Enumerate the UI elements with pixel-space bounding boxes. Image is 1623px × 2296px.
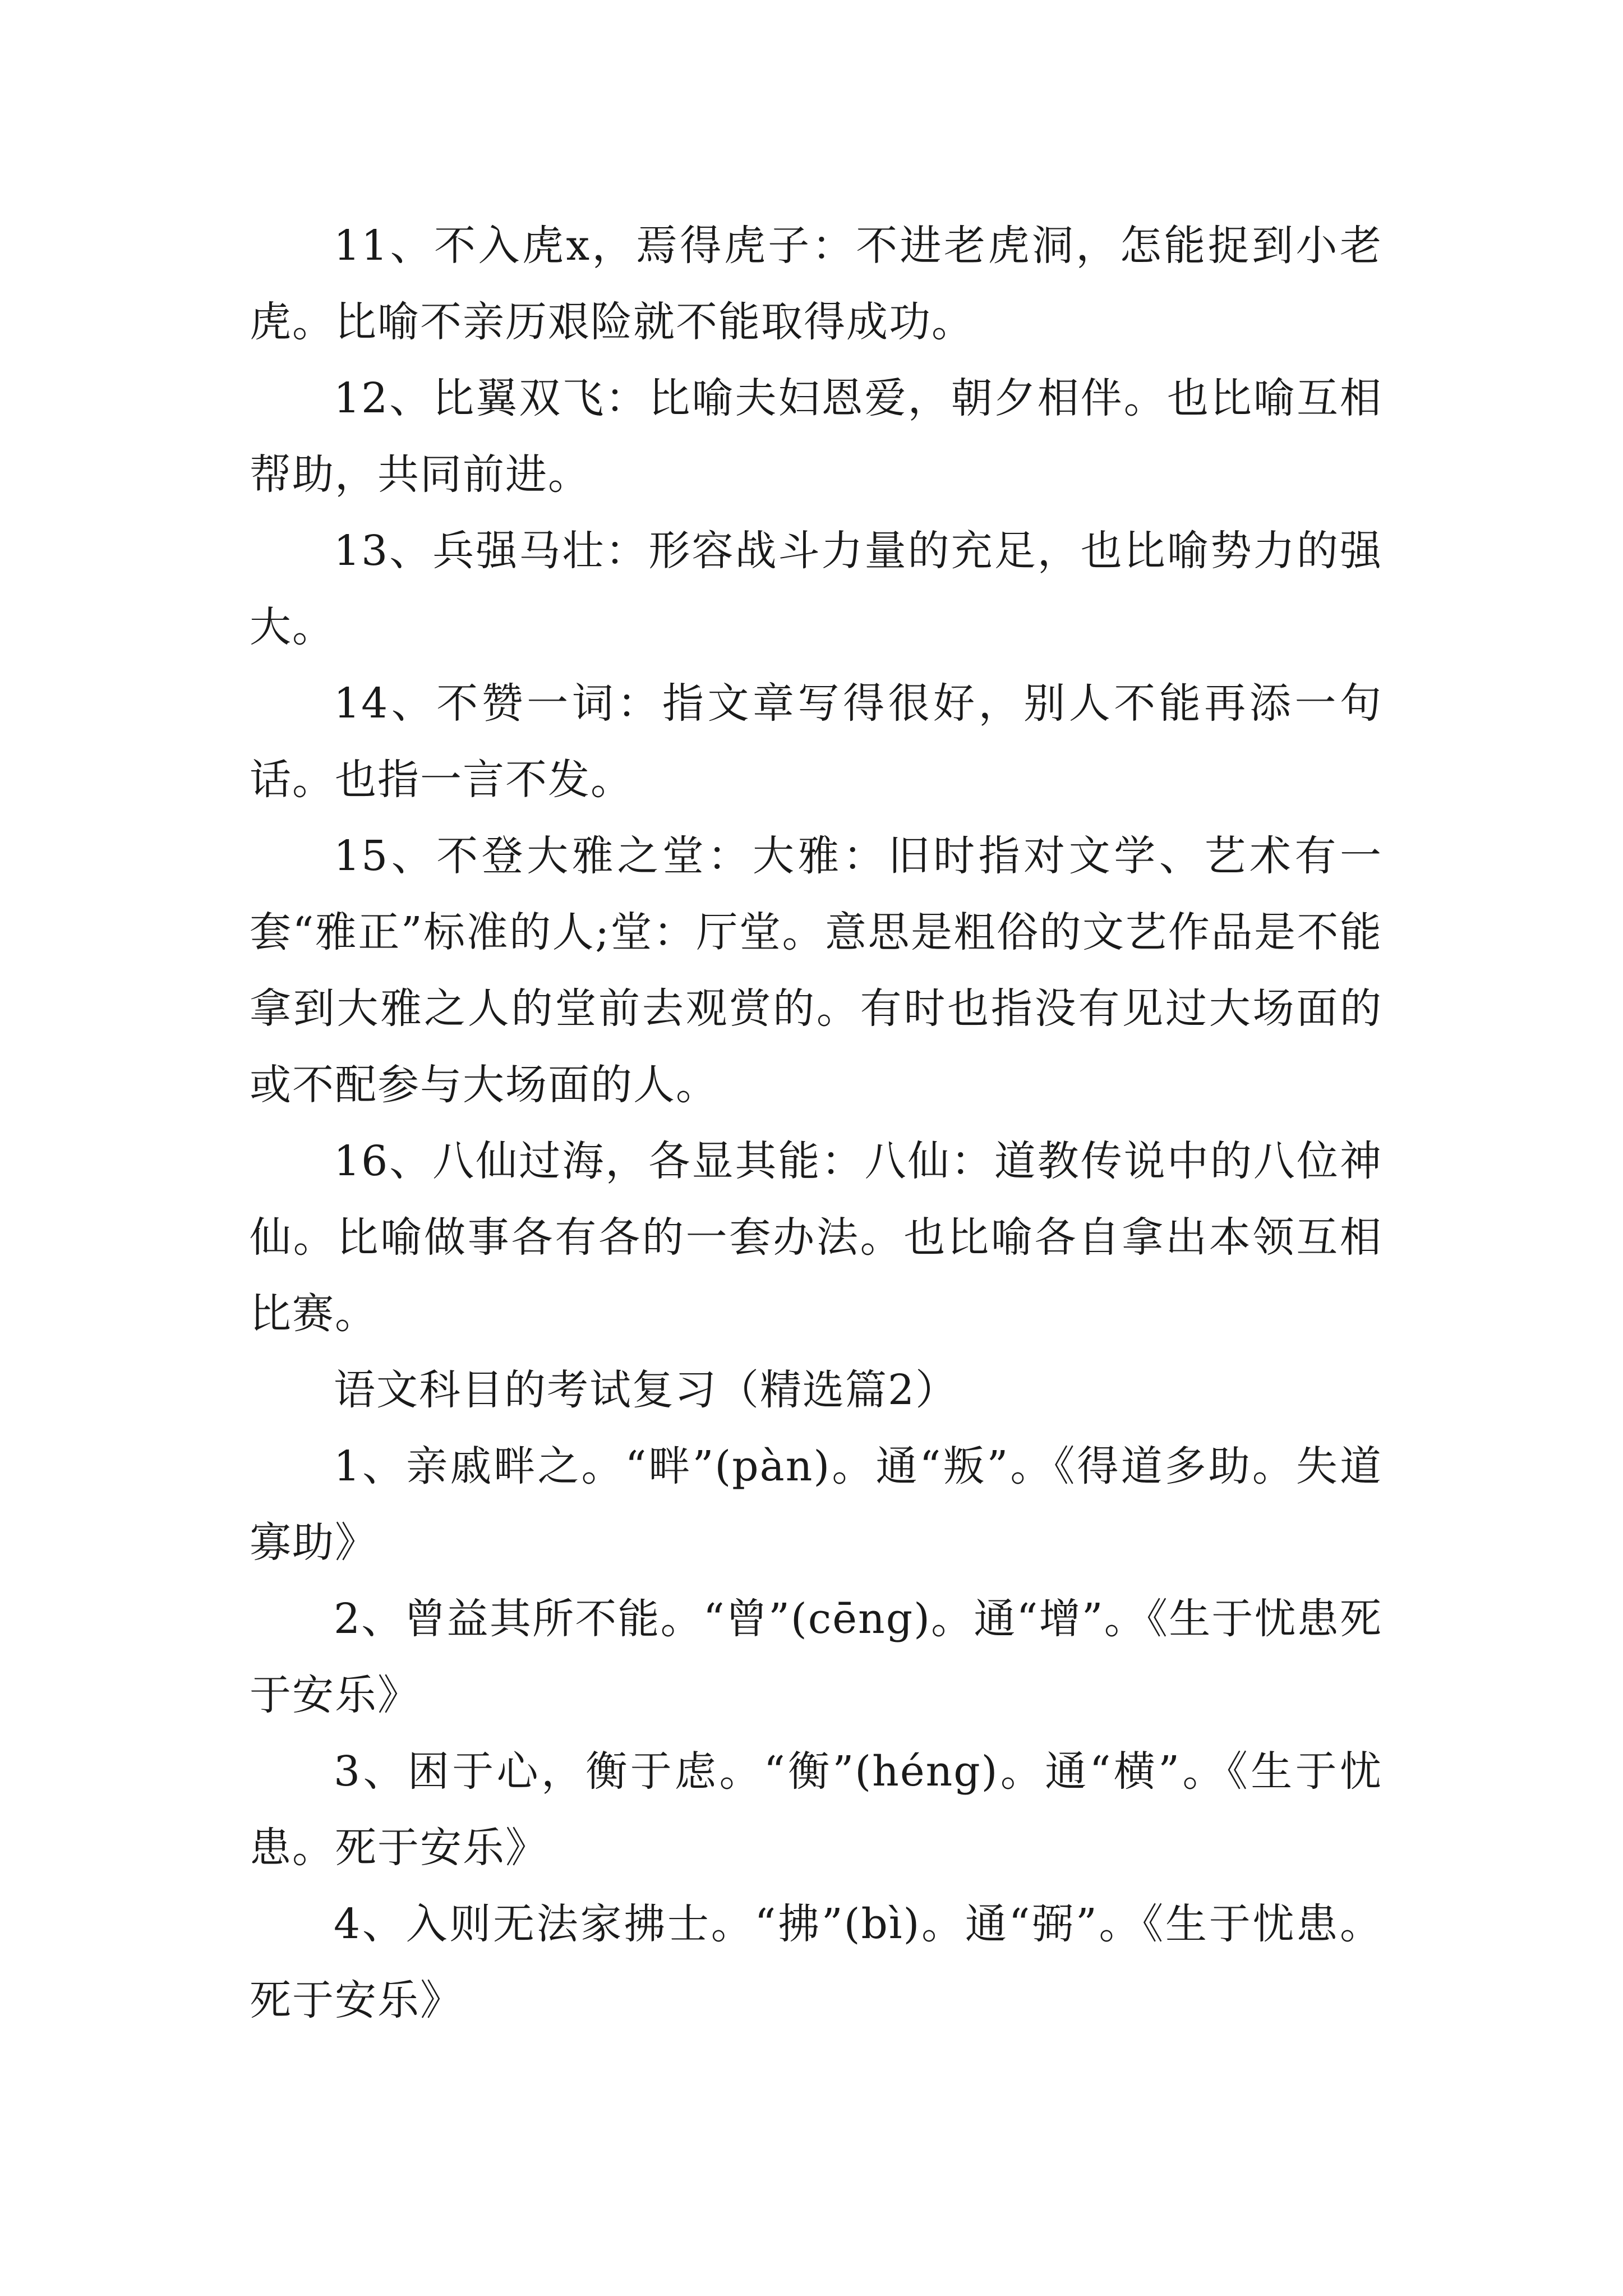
document-body (250, 208, 1382, 2039)
paragraph-idiom-12: 12、比翼双飞：比喻夫妇恩爱，朝夕相伴。也比喻互相帮助，共同前进。 (250, 374, 1382, 499)
paragraph-idiom-13: 13、兵强马壮：形容战斗力量的充足，也比喻势力的强大。 (250, 527, 1382, 651)
paragraph-idiom-11: 11、不入虎x，焉得虎子：不进老虎洞，怎能捉到小老虎。比喻不亲历艰险就不能取得成功。 (250, 222, 1382, 346)
paragraph-idiom-16: 16、八仙过海，各显其能：八仙：道教传说中的八位神仙。比喻做事各有各的一套办法。也比喻各自拿出本领互相比赛。 (250, 1137, 1382, 1338)
paragraph-item-1: 1、亲戚畔之。“畔”(pàn)。通“叛”。《得道多助。失道寡助》 (250, 1442, 1382, 1567)
paragraph-item-3: 3、困于心，衡于虑。“衡”(héng)。通“横”。《生于忧患。死于安乐》 (250, 1747, 1382, 1872)
section-heading: 语文科目的考试复习（精选篇2） (334, 1366, 958, 1414)
paragraph-item-2: 2、曾益其所不能。“曾”(cēng)。通“增”。《生于忧患死于安乐》 (250, 1595, 1382, 1719)
paragraph-idiom-15: 15、不登大雅之堂：大雅：旧时指对文学、艺术有一套“雅正”标准的人;堂：厅堂。意思是粗俗的文艺作品是不能拿到大雅之人的堂前去观赏的。有时也指没有见过大场面的或不配参与大场面的人。 (250, 832, 1382, 1109)
paragraph-item-4: 4、入则无法家拂士。“拂”(bì)。通“弼”。《生于忧患。死于安乐》 (250, 1900, 1382, 2024)
paragraph-idiom-14: 14、不赞一词：指文章写得很好，别人不能再添一句话。也指一言不发。 (250, 679, 1382, 804)
